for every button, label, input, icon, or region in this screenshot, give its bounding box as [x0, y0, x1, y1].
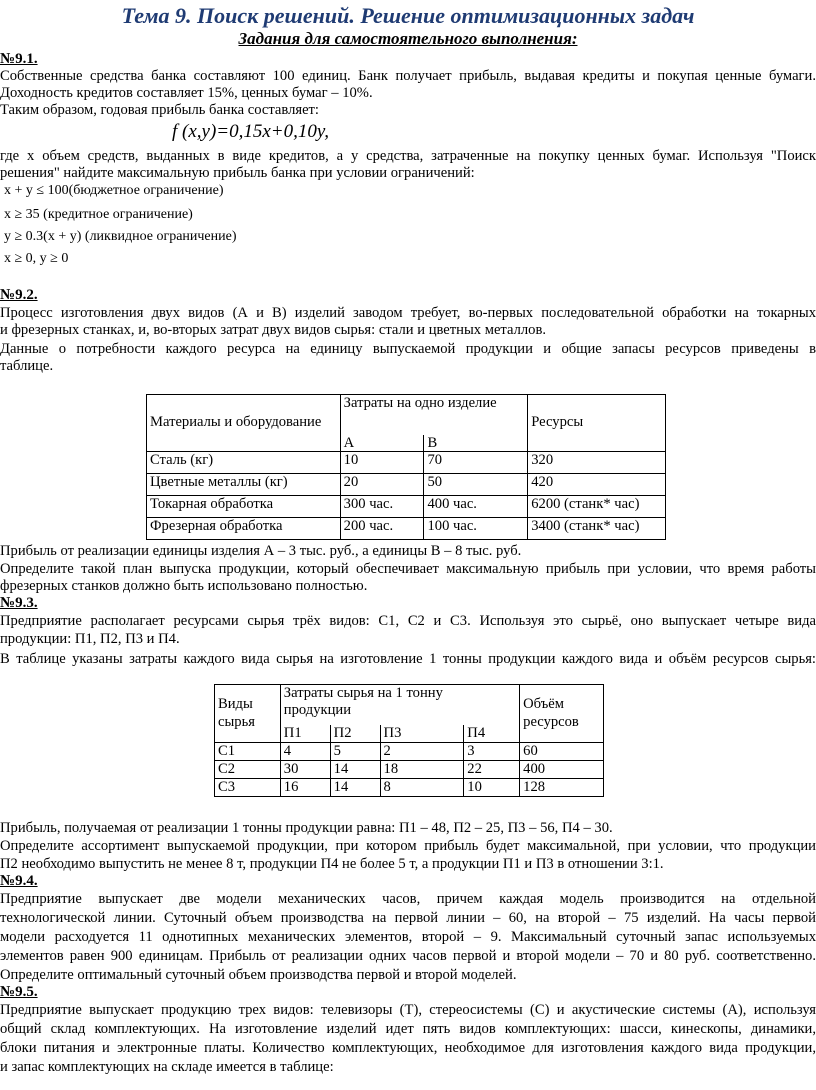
task-9-2-line-1: Процесс изготовления двух видов (А и В) изделий заводом требует, во-первых последовательной обработки на токарных: [0, 305, 816, 321]
table-cell: С3: [215, 778, 281, 796]
task-9-5-line-1: Предприятие выпускает продукцию трех видов: телевизоры (Т), стереосистемы (С) и акустические системы (А), используя: [0, 1002, 816, 1018]
task-9-1-line-3: Таким образом, годовая прибыль банка составляет:: [0, 102, 319, 118]
table-cell: 70: [424, 451, 528, 473]
task-9-3-line-6: П2 необходимо выпустить не менее 8 т, продукции П4 не более 5 т, а продукции П1 и П3 в отношении 3:1.: [0, 856, 664, 872]
task-9-4-line-4: элементов равен 900 единицам. Прибыль от реализации одних часов первой и второй модели – 70 и 80 руб. соответственно.: [0, 948, 816, 964]
table-row: [147, 451, 666, 473]
header-text: сырья: [218, 714, 255, 731]
header-text: Затраты сырья на 1 тонну: [283, 685, 443, 701]
header-text: Объём: [523, 696, 565, 713]
table-cell: С1: [215, 742, 281, 760]
task-9-4-line-1: Предприятие выпускает две модели механических часов, причем каждая модель производится на отдельной: [0, 891, 816, 907]
task-9-4-line-5: Определите оптимальный суточный объем производства первой и второй моделей.: [0, 967, 517, 983]
table-cell: 10: [464, 778, 520, 796]
header-p2: П2: [330, 725, 380, 743]
header-resource-volume: [520, 685, 604, 743]
header-text: Виды: [218, 696, 253, 713]
table-row: [215, 760, 604, 778]
table-cell: 20: [340, 473, 424, 495]
table-cell: 8: [380, 778, 464, 796]
task-9-4-line-3: модели расходуется 11 однотипных механических элементов, второй – 9. Максимальный суточный запас используемых: [0, 929, 816, 945]
header-materials: Материалы и оборудование: [147, 395, 341, 452]
table-cell: 14: [330, 760, 380, 778]
table-cell: Цветные металлы (кг): [147, 473, 341, 495]
task-9-5-line-2: общий склад комплектующих. На изготовление изделий идет пять видов комплектующих: шасси, кинескопы, динамики,: [0, 1021, 816, 1037]
task-9-2-line-6: Определите такой план выпуска продукции, который обеспечивает максимальную прибыль при условии, что время работы: [0, 561, 816, 577]
task-9-3-line-5: Определите ассортимент выпускаемой продукции, при котором прибыль будет максимальной, при условии, что продукции: [0, 838, 816, 854]
table-cell: 16: [280, 778, 330, 796]
task-9-2-line-4: таблице.: [0, 358, 54, 374]
table-cell: 100 час.: [424, 517, 528, 539]
task-9-1-line-1: Собственные средства банка составляют 100 единиц. Банк получает прибыль, выдавая кредиты и покупая ценные бумаги.: [0, 68, 816, 84]
table-cell: 3400 (станк* час): [528, 517, 666, 539]
task-9-3-line-1: Предприятие располагает ресурсами сырья трёх видов: С1, С2 и С3. Используя это сырьё, оно выпускает четыре вида: [0, 613, 816, 629]
table-cell: 60: [520, 742, 604, 760]
table-cell: 10: [340, 451, 424, 473]
resources-table: [146, 394, 666, 540]
table-cell: 200 час.: [340, 517, 424, 539]
task-9-4-line-2: технологической линии. Суточный объем производства на первой линии – 60, на второй – 75 изделий. На часы первой: [0, 910, 816, 926]
table-row: [215, 742, 604, 760]
table-cell: 50: [424, 473, 528, 495]
table-cell: 6200 (станк* час): [528, 495, 666, 517]
table-cell: 14: [330, 778, 380, 796]
table-cell: 3: [464, 742, 520, 760]
raw-materials-table: [214, 684, 604, 797]
table-row: [147, 517, 666, 539]
table-cell: 420: [528, 473, 666, 495]
header-material-costs: [280, 685, 519, 725]
table-cell: С2: [215, 760, 281, 778]
constraint-liquidity: y ≥ 0.3(x + y) (ликвидное ограничение): [4, 229, 237, 244]
task-9-3-line-2: продукции: П1, П2, П3 и П4.: [0, 631, 180, 647]
task-9-4-number: №9.4.: [0, 873, 38, 889]
table-cell: 400: [520, 760, 604, 778]
header-resources: Ресурсы: [528, 395, 666, 452]
task-9-2-line-5: Прибыль от реализации единицы изделия А – 3 тыс. руб., а единицы В – 8 тыс. руб.: [0, 543, 522, 559]
task-9-1-line-5: решения" найдите максимальную прибыль банка при условии ограничений:: [0, 165, 475, 181]
table-cell: 22: [464, 760, 520, 778]
profit-formula: f (x,y)=0,15x+0,10y,: [172, 121, 330, 142]
constraint-nonnegative: x ≥ 0, y ≥ 0: [4, 251, 69, 266]
table-cell: 2: [380, 742, 464, 760]
task-9-3-line-3: В таблице указаны затраты каждого вида сырья на изготовление 1 тонны продукции каждого вида и объём ресурсов сырья:: [0, 651, 816, 667]
task-9-1-line-2: Доходность кредитов составляет 15%, ценных бумаг – 10%.: [0, 85, 373, 101]
constraint-budget: x + y ≤ 100(бюджетное ограничение): [4, 183, 224, 198]
task-9-1-number: №9.1.: [0, 51, 38, 67]
table-cell: 300 час.: [340, 495, 424, 517]
task-9-2-number: №9.2.: [0, 287, 38, 303]
table-cell: 5: [330, 742, 380, 760]
task-9-2-line-2: и фрезерных станках, и, во-вторых затрат двух видов сырья: стали и цветных металлов.: [0, 322, 546, 338]
header-product-b: В: [424, 435, 528, 452]
header-text: ресурсов: [523, 714, 579, 731]
table-cell: 18: [380, 760, 464, 778]
header-costs: Затраты на одно изделие: [340, 395, 528, 435]
header-p4: П4: [464, 725, 520, 743]
table-cell: Токарная обработка: [147, 495, 341, 517]
table-cell: 128: [520, 778, 604, 796]
header-text: продукции: [283, 702, 352, 718]
table-cell: Сталь (кг): [147, 451, 341, 473]
table-cell: 30: [280, 760, 330, 778]
table-cell: Фрезерная обработка: [147, 517, 341, 539]
task-9-3-number: №9.3.: [0, 595, 38, 611]
table-cell: 400 час.: [424, 495, 528, 517]
constraint-credit: x ≥ 35 (кредитное ограничение): [4, 207, 193, 222]
task-9-2-line-7: фрезерных станков должно быть использовано полностью.: [0, 578, 368, 594]
table-row: [147, 473, 666, 495]
page-subtitle: Задания для самостоятельного выполнения:: [238, 29, 578, 48]
header-material-kinds: [215, 685, 281, 743]
page-title: Тема 9. Поиск решений. Решение оптимизационных задач: [121, 3, 695, 28]
task-9-5-line-4: и запас комплектующих на складе имеется в таблице:: [0, 1059, 334, 1075]
header-product-a: А: [340, 435, 424, 452]
task-9-1-line-4: где x объем средств, выданных в виде кредитов, а y средства, затраченные на покупку ценных бумаг. Используя "Поиск: [0, 148, 816, 164]
header-p3: П3: [380, 725, 464, 743]
table-row: [215, 778, 604, 796]
task-9-3-line-4: Прибыль, получаемая от реализации 1 тонны продукции равна: П1 – 48, П2 – 25, П3 – 56, П4 – 30.: [0, 820, 613, 836]
header-p1: П1: [280, 725, 330, 743]
task-9-2-line-3: Данные о потребности каждого ресурса на единицу выпускаемой продукции и общие запасы ресурсов приведены в: [0, 341, 816, 357]
task-9-5-number: №9.5.: [0, 984, 38, 1000]
table-row: [147, 495, 666, 517]
table-cell: 320: [528, 451, 666, 473]
task-9-5-line-3: блоки питания и электронные платы. Количество комплектующих, необходимое для изготовления каждого вида продукции,: [0, 1040, 816, 1056]
table-cell: 4: [280, 742, 330, 760]
